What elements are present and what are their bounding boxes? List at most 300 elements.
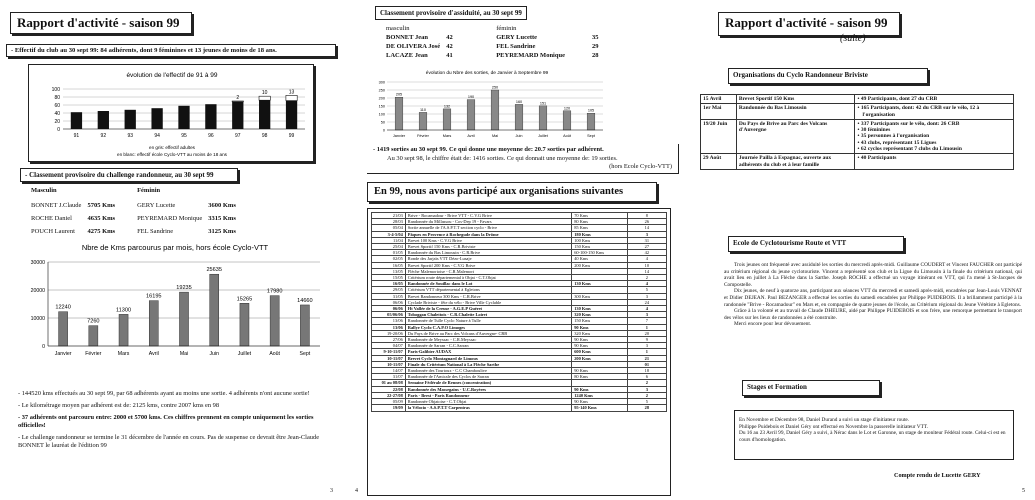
- org-date: 04/07: [372, 343, 406, 349]
- assiduite-name-f: PEYREMARD Monique: [496, 52, 565, 59]
- x-tick-label: Avril: [467, 134, 475, 138]
- org-participants: 3: [627, 312, 666, 318]
- bar: [179, 292, 188, 346]
- org-name: Randonnée de Sarran - C.C.Sarran: [405, 343, 571, 349]
- org-date: 21/03: [372, 213, 406, 219]
- org-name: Randonnée Objatoise - C.T.Objat: [405, 399, 571, 405]
- x-tick-label: 99: [288, 133, 295, 139]
- assiduite-table: [383, 24, 601, 60]
- org-participants: 5: [627, 287, 666, 293]
- ranking-heading: - Classement provisoire du challenge randonneur, au 30 sept 99: [20, 168, 238, 182]
- bar: [491, 90, 499, 130]
- x-tick-label: Mai: [491, 134, 499, 138]
- page-number: 3: [330, 488, 333, 494]
- org-participants: 31: [627, 237, 666, 243]
- ecole-text: [724, 262, 1022, 328]
- sorties-note-1: - 1419 sorties au 30 sept 99. Ce qui donne une moyenne de: 20.7 sorties par adhérent.: [373, 146, 604, 153]
- orgs-table: [371, 212, 667, 412]
- note-4: - Le challenge randonneur se termine le 31 décembre de l'année en cours. Pas de suspense ce devrait être Jean-Claude BONNET le lauréat de l'édition 99: [18, 434, 320, 449]
- org-kms: 90 Kms: [572, 324, 627, 330]
- org-name: Sortie annuelle de l'A.S.P.T.T section cyclo - Brive: [405, 225, 571, 231]
- y-tick-label: 300: [378, 80, 385, 85]
- org-participants: 4: [627, 256, 666, 262]
- stages-line-3: Du 16 au 23 Avril 99, Daniel Géry a suivi, à Nérac dans le Lot et Garonne, un stage de moniteur Fédéral route. Celui-ci est en cours d'homologation.: [739, 430, 1006, 443]
- effectif-chart: [29, 65, 315, 163]
- org-participants: 2: [627, 392, 666, 398]
- ranking-name-f: FEL Sandrine: [137, 228, 174, 235]
- org-name: Cyclade Briviste - fête du vélo - Brive Ville Cyclable: [405, 299, 571, 305]
- org-participants: 21: [627, 355, 666, 361]
- ranking-kms-f: 3600 Kms: [208, 202, 236, 209]
- org-participants: 3: [627, 386, 666, 392]
- stages-line-2: Philippe Puidebois et Daniel Géry ont effectué en Novembre la passerelle initiateur VTT.: [739, 423, 929, 430]
- org-name: Du Pays de Brive au Parc des Volcans d'Auvergne- CRB: [405, 330, 571, 336]
- bar-adults: [286, 101, 297, 129]
- bar-value-label: 17980: [266, 288, 283, 295]
- org-participants: 20: [627, 330, 666, 336]
- crb-org-detail: 165 Participants, dont: 42 du CRB sur le vélo, 12 à l'organisation: [860, 105, 980, 118]
- org-date: 31/05: [372, 293, 406, 299]
- bar-adults: [232, 102, 243, 129]
- crb-org-details: [854, 154, 1013, 170]
- ranking-kms-f: 3125 Kms: [208, 228, 236, 235]
- bar-value-label: 2: [236, 95, 240, 101]
- ranking-table: [28, 186, 239, 236]
- org-participants: 10: [627, 262, 666, 268]
- crb-org-detail: 30 féminines: [860, 127, 891, 134]
- x-tick-label: Juillet: [237, 351, 252, 357]
- y-tick-label: 100: [51, 87, 60, 93]
- org-name: Brive - Rocamadour - Brive VTT - C.V.G Brive: [405, 213, 571, 219]
- org-date: 05/04: [372, 225, 406, 231]
- bar-adults: [98, 111, 109, 129]
- org-kms: 80 Kms: [572, 374, 627, 380]
- bar: [240, 303, 249, 346]
- org-date: 31/07: [372, 374, 406, 380]
- org-kms: 40 Kms: [572, 256, 627, 262]
- bar-youth: [286, 95, 297, 100]
- org-participants: 18: [627, 368, 666, 374]
- y-tick-label: 0: [57, 127, 60, 133]
- org-name: Brevet Cyclo Montagnard de Limoux: [405, 355, 571, 361]
- org-kms: 1240 Kms: [572, 392, 627, 398]
- org-name: la Vélocio - A.S.P.T.T Carpentras: [405, 405, 571, 411]
- crb-org-event: Randonnée du Bas Limousin: [736, 104, 854, 120]
- org-participants: 42: [627, 250, 666, 256]
- org-kms: 150 Kms: [572, 318, 627, 324]
- bar: [119, 314, 128, 346]
- org-name: Brevet Sportif 200 Kms - C.V.G Brive: [405, 262, 571, 268]
- bar: [395, 97, 403, 130]
- org-participants: 8: [627, 213, 666, 219]
- crb-org-event: Du Pays de Brive au Parc des Volcans d'Auvergne: [736, 119, 854, 153]
- org-date: 10-11/07: [372, 361, 406, 367]
- stages-heading: Stages et Formation: [742, 380, 880, 396]
- org-name: Critérium route départemental à Objat - C.T.Objat: [405, 275, 571, 281]
- ecole-para-1: Trois jeunes ont fréquenté avec assiduité les sorties du mercredi après-midi. Guillaume COUDERT et Vincent FAUCHER ont participé au critérium régional du jeune cyclotouriste. Vincent a représenté son club et la Ligue du Limousin à la finale du critérium national, qui avait lieu en juillet à La Flèche dans la Sarthe. Joseph ROCHE a effectué un voyage itinérant en VTT, qui l'a mené à St-Jacques de Compostelle.: [724, 262, 1022, 288]
- assiduite-col-m: masculin: [386, 25, 410, 32]
- org-kms: 150 Kms: [572, 244, 627, 250]
- org-date: 16/05: [372, 262, 406, 268]
- crb-org-row: [701, 104, 1014, 120]
- bar-value-label: 120: [563, 106, 571, 111]
- bar-value-label: 19235: [176, 285, 192, 292]
- bar-value-label: 14660: [297, 297, 313, 304]
- y-tick-label: 50: [380, 120, 385, 125]
- org-name: Ht Vallée de la Creuse - A.G.E.P Guéret: [405, 306, 571, 312]
- org-name: Finale du Critérium National à La Flèche Sarthe: [405, 361, 571, 367]
- note-3: - 37 adhérents ont parcouru entre: 2000 et 5700 kms. Ces chiffres prennent en compte uniquement les sorties officielles!: [18, 414, 314, 429]
- note-2: - Le kilométrage moyen par adhérent est de: 2125 kms, contre 2007 kms en 98: [18, 402, 220, 409]
- org-name: Rallye Cyclo C.A.P.O Limoges: [405, 324, 571, 330]
- x-tick-label: Février: [85, 351, 102, 357]
- y-tick-label: 30000: [30, 260, 45, 266]
- page-number: 5: [1022, 488, 1025, 494]
- x-tick-label: Juillet: [538, 134, 548, 138]
- assiduite-row: [383, 42, 601, 51]
- assiduite-row: [383, 33, 601, 42]
- bar-value-label: 13: [288, 89, 295, 96]
- y-tick-label: 60: [54, 103, 60, 109]
- org-heading: Organisations du Cyclo Randonneur Briviste: [728, 68, 928, 84]
- x-tick-label: Mai: [179, 351, 189, 357]
- x-tick-label: 92: [100, 133, 107, 139]
- sorties-note-3: (hors Ecole Cyclo-VTT): [609, 163, 672, 170]
- crb-org-date: 1er Mai: [701, 104, 737, 120]
- assiduite-value-f: 28: [591, 52, 599, 59]
- stages-line-1: En Novembre et Décembre 98, Daniel Durand a suivi un stage d'initiateur route.: [739, 417, 910, 423]
- x-tick-label: Janvier: [392, 134, 406, 138]
- sorties-chart: [367, 66, 607, 144]
- org-date: 13/06: [372, 324, 406, 330]
- bar: [515, 104, 523, 130]
- bar-value-label: 110: [419, 107, 427, 112]
- org-participants: 1: [627, 349, 666, 355]
- bar-value-label: 16195: [145, 293, 162, 300]
- org-date: 13/06: [372, 318, 406, 324]
- chart-title: Nbre de Kms parcourus par mois, hors école Cyclo-VTT: [81, 243, 269, 252]
- bullet-icon: •: [857, 105, 861, 112]
- assiduite-row: [383, 51, 601, 60]
- org-participants: 3: [627, 231, 666, 237]
- org-name: Paris-Galibier AUDAX: [405, 349, 571, 355]
- bar-value-label: 11300: [115, 307, 132, 314]
- bar-youth: [259, 96, 270, 100]
- org-participants: 4: [627, 281, 666, 287]
- crb-org-row: [701, 154, 1014, 170]
- org-kms: 320 Kms: [572, 312, 627, 318]
- stages-text: [739, 417, 1009, 443]
- org-participants: 2: [627, 275, 666, 281]
- crb-org-detail: 62 cyclos représentant 7 clubs du Limousin: [860, 146, 962, 153]
- crb-org-details: [854, 104, 1013, 120]
- org-date: 27/06: [372, 337, 406, 343]
- org-kms: 320 Kms: [572, 330, 627, 336]
- sorties-note-box: [367, 144, 679, 174]
- bullet-icon: •: [857, 127, 861, 134]
- x-tick-label: Août: [563, 134, 571, 138]
- bar-value-label: 105: [587, 108, 595, 113]
- org-name: Randonnée de Tulle Cyclo Nature à Tulle: [405, 318, 571, 324]
- org-date: 10-11/07: [372, 355, 406, 361]
- x-tick-label: Février: [417, 134, 429, 138]
- ecole-para-4: Merci encore pour leur dévouement.: [734, 321, 812, 328]
- page-5: [690, 0, 1035, 500]
- chart-caption: en blanc: effectif école Cyclo-VTT au moins de 18 ans: [117, 152, 227, 157]
- bar: [149, 301, 158, 346]
- bar-value-label: 160: [515, 99, 523, 104]
- org-kms: 90 Kms: [572, 399, 627, 405]
- effectif-chart-frame: [28, 64, 314, 162]
- crb-org-row: [701, 95, 1014, 104]
- kms-month-chart: [10, 240, 330, 370]
- org-kms: 90 Kms: [572, 386, 627, 392]
- bar-value-label: 151: [539, 101, 547, 106]
- x-tick-label: Mars: [442, 134, 452, 138]
- crb-org-detail: 49 Participants, dont 27 du CRB: [860, 96, 938, 102]
- crb-org-date: 15 Avril: [701, 95, 737, 104]
- org-kms: 70 Kms: [572, 213, 627, 219]
- report-title: Rapport d'activité - saison 99: [17, 15, 180, 30]
- org-kms: 130 Kms: [572, 281, 627, 287]
- ranking-kms-m: 4635 Kms: [87, 215, 116, 222]
- bar: [59, 312, 68, 346]
- ranking-kms-m: 4275 Kms: [87, 228, 116, 235]
- crb-org-date: 19/20 Juin: [701, 119, 737, 153]
- org-kms: 60-100-150 Kms: [572, 250, 627, 256]
- ecole-para-3: Grâce à la volonté et au travail de Claude DHEURE, aidé par Philippe PUIDEBOIS et son frère, une remorque permettant le transport des vélos sur les lieux de randonnées a été construite.: [724, 308, 1022, 321]
- bullet-icon: •: [857, 120, 861, 127]
- bar-value-label: 10: [261, 90, 268, 97]
- org-date: 01/05: [372, 250, 406, 256]
- x-tick-label: Août: [269, 351, 281, 357]
- note-1: - 144520 kms effectués au 30 sept 99, par 68 adhérents ayant au moins une sortie. 4 adhérents n'ont aucune sortie!: [18, 390, 310, 397]
- org-participants: 6: [627, 374, 666, 380]
- ranking-name-f: GERY Lucette: [137, 202, 176, 209]
- org-name: Flèche Malemortoise - C.R.Malemort: [405, 268, 571, 274]
- org-name: Toboggan Chalettois - C.R.Chalette Loiret: [405, 312, 571, 318]
- y-tick-label: 20: [54, 119, 60, 125]
- org-name: Randonnée de l'Amicale des Cyclos de Sarran: [405, 374, 571, 380]
- ranking-kms-f: 3315 Kms: [208, 215, 236, 222]
- org-kms: 100 Kms: [572, 237, 627, 243]
- org-date: 06/06: [372, 306, 406, 312]
- bar: [539, 106, 547, 130]
- org-kms: 90 Kms: [572, 368, 627, 374]
- org-name: Randonnée de Meyssac - C.R.Meyssac: [405, 337, 571, 343]
- org-name: Brevet 100 Kms - C.V.G Brive: [405, 237, 571, 243]
- bar-adults: [259, 100, 270, 129]
- y-tick-label: 0: [42, 344, 45, 350]
- bar: [419, 112, 427, 130]
- bar: [587, 113, 595, 130]
- report-subtitle: (suite): [840, 33, 866, 44]
- crb-org-detail: 40 Participants: [860, 155, 897, 162]
- org-kms: 80 Kms: [572, 219, 627, 225]
- chart-caption: en gris: effectif adultes: [149, 145, 195, 150]
- bar-youth: [232, 101, 243, 102]
- bar: [210, 274, 219, 346]
- bar: [467, 100, 475, 130]
- ranking-row: [28, 214, 239, 223]
- org-date: 05/09: [372, 399, 406, 405]
- org-date: 3-4-5/04: [372, 231, 406, 237]
- bullet-icon: •: [857, 139, 861, 146]
- ecole-para-2: Dix jeunes, de neuf à quatorze ans, participant aux séances VTT du mercredi et samedi après-midi, encadrées par Jean-Louis VENNAT et Didier DEJEAN. Paul BEZANGER a effectué les sorties du samedi encadrées par Philippe PUIDEBOIS. Il a brillamment participé à la randonnée "Brive - Rocamadour" en Mars et, en compagnie de quatre jeunes de l'école, au Critérium régional du Jeune Vététiste à Egletons.: [724, 288, 1022, 308]
- org-name: Randonnée de Souillac dans le Lot: [405, 281, 571, 287]
- org-date: 28/03: [372, 219, 406, 225]
- crb-org-date: 29 Août: [701, 154, 737, 170]
- crb-org-detail: 43 clubs, représentant 15 Ligues: [860, 139, 937, 146]
- org-participants: 2: [627, 380, 666, 386]
- org-name: Randonnée des Tourtoux - C.C Chamboulive: [405, 368, 571, 374]
- page-3: [0, 0, 345, 500]
- assiduite-value-m: 42: [446, 34, 453, 41]
- bar-adults: [125, 110, 136, 129]
- page-number: 4: [355, 488, 358, 494]
- chart-title: évolution du Nbre des sorties, de Janvier à Septembre 99: [425, 71, 549, 76]
- org-kms: 300 Kms: [572, 293, 627, 299]
- report-title: Rapport d'activité - saison 99: [725, 15, 888, 30]
- org-name: Ronde des Jarjaïs VTT Dézo-Lusaje: [405, 256, 571, 262]
- y-tick-label: 10000: [30, 316, 45, 322]
- org-name: Pâques en Provence à Rochegude dans la Drôme: [405, 231, 571, 237]
- bar-value-label: 205: [395, 92, 403, 97]
- bar: [300, 305, 309, 346]
- org-participants: 14: [627, 268, 666, 274]
- x-tick-label: Avril: [148, 351, 159, 357]
- org-date: 22-27/08: [372, 392, 406, 398]
- org-name: Randonnée des Massegains - U.C.Royères: [405, 386, 571, 392]
- org-name: Brevet Randonneur 300 Kms - C.R.Brive: [405, 293, 571, 299]
- assiduite-name-f: GERY Lucette: [496, 34, 538, 41]
- ranking-name-m: POUCH Laurent: [31, 228, 75, 235]
- x-tick-label: Sept: [299, 351, 311, 357]
- org-date: 16/05: [372, 281, 406, 287]
- crb-org-table: [700, 94, 1014, 170]
- bar: [443, 109, 451, 130]
- bullet-icon: •: [857, 146, 861, 153]
- y-tick-label: 80: [54, 95, 60, 101]
- org-kms: 85 Kms: [572, 225, 627, 231]
- bar: [270, 296, 279, 346]
- bullet-icon: •: [857, 96, 861, 102]
- ranking-name-m: ROCHE Daniel: [31, 215, 72, 222]
- assiduite-name-m: DE OLIVERA José: [386, 43, 441, 50]
- bar-adults: [178, 106, 189, 129]
- x-tick-label: Janvier: [54, 351, 72, 357]
- assiduite-value-f: 29: [591, 43, 599, 50]
- org-row: [372, 405, 667, 411]
- assiduite-name-m: BONNET Jean: [386, 34, 428, 41]
- crb-org-event: Brevet Sportif 150 Kms: [736, 95, 854, 104]
- report-title-box: [10, 12, 192, 34]
- assiduite-title: Classement provisoire d'assiduité, au 30 sept 99: [375, 6, 527, 20]
- x-tick-label: Sept: [587, 134, 595, 138]
- assiduite-value-m: 41: [446, 52, 453, 59]
- crb-org-detail: 337 Participants sur le vélo, dont: 26 CRB: [860, 120, 960, 127]
- x-tick-label: 96: [208, 133, 214, 139]
- ranking-kms-m: 5705 Kms: [87, 202, 116, 209]
- chart-title: évolution de l'effectif de 91 à 99: [126, 72, 218, 79]
- crb-org-row: [701, 119, 1014, 153]
- crb-org-detail: 35 personnes à l'organisation: [860, 133, 930, 140]
- bar: [563, 111, 571, 130]
- org-kms: 600 Kms: [572, 349, 627, 355]
- org-date: 06/06: [372, 299, 406, 305]
- x-tick-label: 91: [73, 133, 80, 139]
- ranking-row: [28, 227, 239, 236]
- org-participants: 7: [627, 318, 666, 324]
- org-participants: 9: [627, 337, 666, 343]
- bar: [89, 326, 98, 346]
- org-participants: 5: [627, 399, 666, 405]
- org-date: 02/05: [372, 256, 406, 262]
- org-name: Randonnée du Bas Limousin - C.R.Brive: [405, 250, 571, 256]
- bar-value-label: 250: [491, 85, 499, 90]
- org-kms: 180 Kms: [572, 231, 627, 237]
- org-kms: 200 Kms: [572, 262, 627, 268]
- crb-org-details: [854, 119, 1013, 153]
- org-kms: 130 Kms: [572, 306, 627, 312]
- bar-adults: [205, 104, 216, 129]
- x-tick-label: Juin: [515, 134, 523, 138]
- org-date: 01 au 08/08: [372, 380, 406, 386]
- bar-value-label: 12240: [55, 304, 71, 311]
- org-participants: 4: [627, 306, 666, 312]
- ranking-name-f: PEYREMARD Monique: [137, 215, 203, 222]
- assiduite-name-m: LACAZE Jean: [386, 52, 428, 59]
- org-date: 29/05: [372, 287, 406, 293]
- org-date: 15/05: [372, 275, 406, 281]
- orgs-frame: [367, 208, 671, 496]
- assiduite-value-m: 42: [446, 43, 453, 50]
- org-name: Randonnée du Millassou - Cos-Dep 19 - Favars: [405, 219, 571, 225]
- org-participants: 3: [627, 293, 666, 299]
- org-name: Brevet Sportif 150 Kms - C.R.Briviste: [405, 244, 571, 250]
- y-tick-label: 40: [54, 111, 60, 117]
- y-tick-label: 20000: [30, 288, 45, 294]
- report-title-box: [718, 12, 900, 36]
- ecole-heading: Ecole de Cyclotourisme Route et VTT: [728, 236, 904, 252]
- org-date: 14/07: [372, 368, 406, 374]
- bar-value-label: 15265: [236, 296, 253, 303]
- y-tick-label: 0: [382, 128, 385, 133]
- y-tick-label: 100: [378, 112, 385, 117]
- org-participants: 3: [627, 343, 666, 349]
- x-tick-label: Juin: [209, 351, 219, 357]
- ranking-row: [28, 201, 239, 210]
- org-participants: 27: [627, 244, 666, 250]
- effectif-note: - Effectif du club au 30 sept 99: 84 adhérents, dont 9 féminines et 13 jeunes de moins de 18 ans.: [6, 44, 336, 57]
- x-tick-label: 98: [261, 133, 268, 139]
- signature: Compte rendu de Lucette GERY: [894, 472, 981, 479]
- x-tick-label: 94: [154, 133, 160, 139]
- org-participants: 24: [627, 299, 666, 305]
- x-tick-label: 93: [127, 133, 134, 139]
- org-kms: 90 Kms: [572, 343, 627, 349]
- x-tick-label: 97: [234, 133, 241, 139]
- org-participants: 14: [627, 225, 666, 231]
- org-name: Critérium VTT départemental à Egletons: [405, 287, 571, 293]
- x-tick-label: 95: [181, 133, 187, 139]
- y-tick-label: 150: [378, 104, 385, 109]
- org-participants: 1: [627, 324, 666, 330]
- bar-value-label: 25635: [206, 267, 223, 274]
- y-tick-label: 200: [378, 96, 385, 101]
- orgs-title: En 99, nous avons participé aux organisations suivantes: [367, 182, 657, 202]
- org-date: 19-20/06: [372, 330, 406, 336]
